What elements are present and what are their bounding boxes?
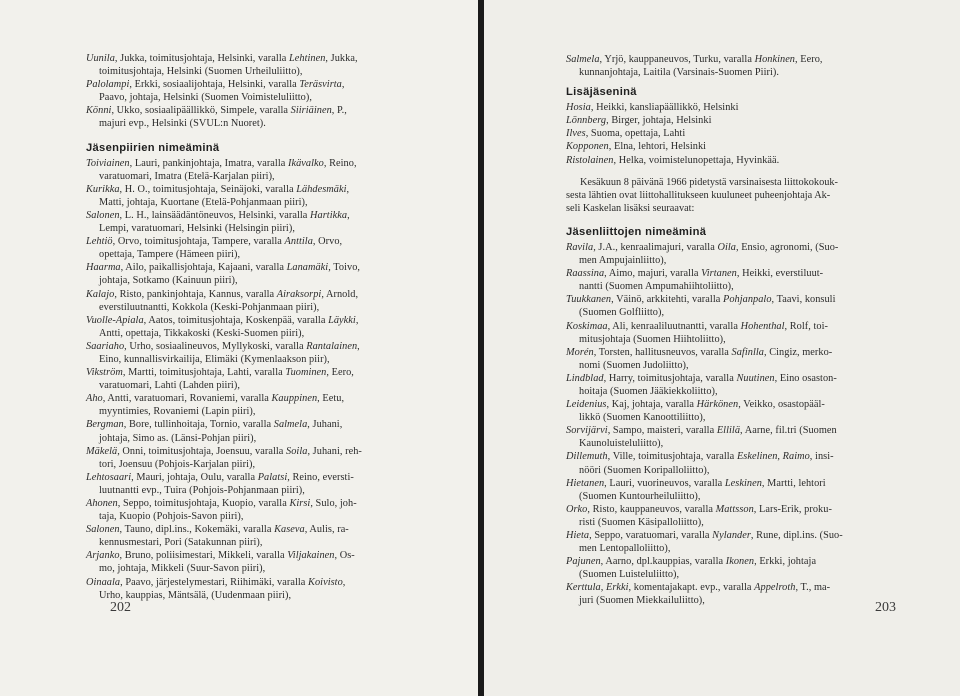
member-name: Sorvijärvi: [566, 425, 608, 437]
deputy-name: Rantalainen: [306, 340, 358, 352]
entry-text: , Sulo, joh-: [310, 498, 357, 509]
entry-text: ,: [342, 576, 346, 588]
deputy-name: Honkinen: [754, 54, 796, 65]
entry-continuation: [566, 490, 906, 503]
entry-text: johtaja, Sotkamo (Kainuun piiri),: [99, 275, 238, 287]
member-name: Bergman: [86, 419, 124, 431]
entry-continuation: [86, 405, 448, 418]
entry-continuation: [566, 385, 906, 398]
deputy-name: Kirsi: [289, 498, 311, 509]
entry-continuation: [566, 306, 906, 319]
entry-line: [86, 183, 448, 196]
right-top-entries: [566, 53, 906, 79]
entry-continuation: [86, 65, 448, 78]
entry-text: ,: [347, 209, 350, 221]
deputy-name: Safinlla: [731, 346, 764, 358]
entry-text: , Eero,: [795, 54, 823, 65]
member-name: Lehtiö: [86, 236, 113, 248]
entry-text: , Onni, toimitusjohtaja, Joensuu, varalla: [117, 445, 287, 457]
section-heading-jasenliitot: Jäsenliittojen nimeäminä: [566, 225, 707, 238]
entry-continuation: [566, 411, 906, 424]
deputy-name: Viljakainen: [287, 550, 335, 562]
entry-text: (Suomen Kuntourheiluliitto),: [579, 490, 701, 502]
deputy-name: Airaksorpi: [276, 288, 322, 300]
entry-text: , Yrjö, kauppaneuvos, Turku, varalla: [599, 54, 755, 65]
deputy-name: Kaseva: [274, 524, 305, 536]
entry-text: nööri (Suomen Koripalloliitto),: [579, 464, 710, 476]
entry-line: [566, 140, 906, 153]
deputy-name: Appelroth: [754, 582, 796, 594]
entry-line: [86, 392, 448, 405]
entry-text: , Eetu,: [317, 393, 345, 405]
page-number-left: 202: [110, 600, 131, 615]
entry-text: , Lars-Erik, proku-: [753, 503, 832, 515]
entry-text: majuri evp., Helsinki (SVUL:n Nuoret).: [99, 118, 266, 130]
entry-text: Antti, opettaja, Tikkakoski (Keski-Suomen piiri),: [99, 327, 305, 339]
member-name: Vikström: [86, 367, 123, 379]
entry-text: , Aarno, dpl.kauppias, varalla: [600, 556, 726, 568]
entry-line: [86, 366, 448, 379]
entry-continuation: [566, 359, 906, 372]
entry-text: men Ampujainliitto),: [579, 255, 667, 267]
entry-line: [566, 424, 906, 437]
member-name: Ahonen: [86, 498, 118, 509]
entry-continuation: [86, 301, 448, 314]
entry-text: Eino, kunnallisvirkailija, Elimäki (Kymenlaakson piir),: [99, 353, 330, 365]
member-name: Toiviainen: [86, 157, 130, 169]
entry-text: , Sampo, maisteri, varalla: [607, 425, 717, 437]
entry-text: , Ensio, agronomi, (Suo-: [735, 241, 839, 253]
entry-text: , Toivo,: [328, 262, 361, 274]
paragraph: [566, 176, 906, 215]
entry-text: johtaja, Simo as. (Länsi-Pohjan piiri),: [99, 432, 257, 444]
entry-line: [86, 576, 448, 589]
entry-text: , Juhani,: [307, 419, 343, 431]
entry-text: , Aarne, fil.tri (Suomen: [740, 425, 837, 437]
deputy-name: Kauppinen: [271, 393, 318, 405]
entry-text: nantti (Suomen Ampumahiihtoliitto),: [579, 281, 734, 293]
member-name: Vuolle-Apiala: [86, 314, 144, 326]
deputy-name: Läykki: [328, 314, 356, 326]
member-name: Ristolainen: [566, 154, 614, 166]
entry-text: toimitusjohtaja, Helsinki (Suomen Urheiluliitto),: [99, 66, 303, 78]
lisajasen-list: [566, 101, 906, 166]
entry-line: [566, 398, 906, 411]
entry-text: , Risto, pankinjohtaja, Kannus, varalla: [114, 288, 277, 300]
entry-line: [86, 52, 448, 65]
entry-continuation: [566, 516, 906, 529]
entry-continuation: [566, 280, 906, 293]
entry-text: ,: [355, 314, 359, 326]
entry-line: [566, 555, 906, 568]
deputy-name: Hartikka: [310, 209, 348, 221]
entry-continuation: [566, 594, 906, 607]
entry-text: , Martti, toimitusjohtaja, Lahti, varalla: [122, 367, 286, 379]
entry-text: , Elna, lehtori, Helsinki: [608, 141, 707, 153]
entry-text: , T., ma-: [795, 582, 831, 594]
entry-text: , Seppo, varatuomari, varalla: [589, 530, 713, 541]
entry-continuation: [86, 484, 448, 497]
entry-continuation: [86, 432, 448, 445]
entry-text: , Tauno, dipl.ins., Kokemäki, varalla: [119, 524, 275, 536]
entry-text: , Bruno, poliisimestari, Mikkeli, varalla: [119, 550, 288, 562]
member-name: Oinaala: [86, 576, 121, 588]
entry-line: [86, 261, 448, 274]
entry-text: , insi-: [809, 451, 834, 463]
entry-continuation: [86, 196, 448, 209]
entry-line: [566, 503, 906, 516]
entry-text: nomi (Suomen Judoliitto),: [579, 359, 689, 371]
entry-line: [86, 549, 448, 562]
entry-line: [566, 477, 906, 490]
entry-text: , Risto, kauppaneuvos, varalla: [587, 503, 716, 515]
entry-text: kennusmestari, Pori (Satakunnan piiri),: [99, 537, 263, 549]
member-name: Arjanko: [86, 550, 120, 562]
entry-text: , Mauri, johtaja, Oulu, varalla: [131, 471, 258, 483]
section-heading-lisajasenina: Lisäjäseninä: [566, 86, 637, 99]
entry-text: , P.,: [331, 105, 347, 117]
entry-line: [566, 114, 906, 127]
entry-continuation: [86, 222, 448, 235]
member-name: Salonen: [86, 209, 120, 221]
entry-text: Kaunoluisteluliitto),: [579, 438, 664, 450]
entry-text: mitusjohtaja (Suomen Hiihtoliitto),: [579, 333, 726, 345]
deputy-name: Nuutinen: [736, 372, 775, 384]
entry-text: , Reino, eversti-: [287, 471, 354, 483]
entry-text: men Lentopalloliitto),: [579, 543, 671, 555]
entry-continuation: [86, 536, 448, 549]
member-name: Ravila: [566, 241, 594, 253]
entry-line: [86, 471, 448, 484]
right-page: [484, 0, 960, 696]
entry-text: , Bore, tullinhoitaja, Tornio, varalla: [123, 419, 274, 431]
entry-text: , Harry, toimitusjohtaja, varalla: [603, 372, 737, 384]
member-name: Dillemuth: [566, 451, 608, 463]
entry-text: , Os-: [334, 550, 355, 562]
entry-text: ,: [357, 340, 360, 352]
deputy-name: Oila: [717, 241, 736, 253]
entry-continuation: [566, 66, 906, 79]
entry-text: , Antti, varatuomari, Rovaniemi, varalla: [102, 393, 272, 405]
deputy-name: Ellilä: [716, 425, 741, 437]
member-name: Kurikka: [86, 183, 120, 195]
paragraph-line: Kesäkuun 8 päivänä 1966 pidetystä varsinaisesta liittokokouk-: [580, 176, 838, 188]
entry-text: (Suomen Golfliitto),: [579, 307, 665, 319]
entry-line: [86, 523, 448, 536]
deputy-name: Hohenthal: [740, 320, 785, 332]
entry-text: taja, Kuopio (Pohjois-Savon piiri),: [99, 511, 244, 523]
entry-line: [566, 154, 906, 167]
entry-text: opettaja, Tampere (Hämeen piiri),: [99, 249, 241, 261]
deputy-name: Lähdesmäki: [296, 183, 347, 195]
member-name: Kopponen: [566, 141, 609, 153]
entry-line: [86, 288, 448, 301]
deputy-name: Pohjanpalo: [722, 294, 772, 306]
left-top-entries: [86, 52, 448, 131]
member-name: Koskimaa: [566, 320, 608, 332]
entry-line: [86, 445, 448, 458]
entry-text: varatuomari, Imatra (Etelä-Karjalan piiri),: [99, 170, 275, 182]
entry-text: , Suoma, opettaja, Lahti: [585, 128, 686, 140]
deputy-name: Lanamäki: [286, 262, 329, 274]
entry-text: juri (Suomen Miekkailuliitto),: [579, 595, 705, 607]
member-name: Lehtosaari: [86, 471, 132, 483]
member-name: Uunila: [86, 53, 115, 64]
entry-line: [86, 418, 448, 431]
entry-text: , Ukko, sosiaalipäällikkö, Simpele, varalla: [111, 105, 291, 117]
entry-text: mo, johtaja, Mikkeli (Suur-Savon piiri),: [99, 563, 266, 575]
entry-line: [566, 127, 906, 140]
deputy-name: Soila: [286, 445, 308, 457]
left-page: [0, 0, 478, 696]
deputy-name: Teräsvirta: [299, 79, 342, 91]
entry-line: [566, 293, 906, 306]
entry-line: [86, 314, 448, 327]
entry-text: , Urho, sosiaalineuvos, Myllykoski, varalla: [124, 340, 307, 352]
entry-line: [86, 340, 448, 353]
entry-text: tori, Joensuu (Pohjois-Karjalan piiri),: [99, 458, 256, 470]
entry-line: [566, 450, 906, 463]
entry-continuation: [566, 568, 906, 581]
entry-line: [566, 53, 906, 66]
entry-text: , Heikki, kansliapäällikkö, Helsinki: [590, 102, 739, 114]
entry-text: , Lauri, pankinjohtaja, Imatra, varalla: [129, 157, 288, 169]
member-name: Kalajo: [86, 288, 115, 300]
member-name: Kerttula, Erkki: [566, 582, 629, 594]
entry-text: ,: [341, 79, 345, 91]
entry-continuation: [566, 464, 906, 477]
entry-text: myyntimies, Rovaniemi (Lapin piiri),: [99, 406, 256, 418]
entry-text: , Rolf, toi-: [784, 320, 829, 332]
entry-text: , Paavo, järjestelymestari, Riihimäki, varalla: [120, 576, 309, 588]
member-name: Saariaho: [86, 340, 125, 352]
entry-line: [566, 581, 906, 594]
entry-line: [566, 241, 906, 254]
deputy-name: Anttila: [284, 236, 313, 248]
entry-continuation: [566, 333, 906, 346]
member-name: Hietanen: [566, 477, 605, 489]
entry-text: , Jukka, toimitusjohtaja, Helsinki, varalla: [114, 53, 289, 64]
entry-text: hoitaja (Suomen Jääkiekkoliitto),: [579, 385, 718, 397]
member-name: Salonen: [86, 524, 120, 536]
entry-text: kunnanjohtaja, Laitila (Varsinais-Suomen Piiri).: [579, 67, 780, 79]
left-entry-list: [86, 157, 448, 602]
deputy-name: Palatsi: [257, 471, 288, 483]
entry-text: , Torsten, hallitusneuvos, varalla: [593, 346, 732, 358]
member-name: Leidenius: [566, 399, 607, 411]
member-name: Tuukkanen: [566, 294, 612, 306]
entry-continuation: [566, 542, 906, 555]
entry-line: [86, 104, 448, 117]
entry-text: , Arnold,: [321, 288, 359, 300]
entry-text: , Lauri, vuorineuvos, varalla: [604, 477, 725, 489]
entry-text: , Jukka,: [325, 53, 358, 64]
deputy-name: Lehtinen: [288, 53, 326, 64]
deputy-name: Salmela: [273, 419, 308, 431]
entry-text: , Erkki, johtaja: [754, 556, 817, 568]
entry-continuation: [86, 458, 448, 471]
paragraph-line: seli Kaskelan lisäksi seuraavat:: [566, 202, 695, 214]
entry-text: , komentajakapt. evp., varalla: [628, 582, 755, 594]
entry-text: , Heikki, everstiluut-: [736, 268, 824, 280]
entry-continuation: [86, 170, 448, 183]
entry-continuation: [86, 589, 448, 602]
entry-line: [566, 372, 906, 385]
entry-text: , Aimo, majuri, varalla: [604, 268, 702, 280]
member-name: Morén: [566, 346, 594, 358]
entry-text: , Taavi, konsuli: [771, 294, 836, 306]
entry-text: , Ailo, paikallisjohtaja, Kajaani, varalla: [120, 262, 287, 274]
member-name: Lindblad: [566, 372, 604, 384]
entry-text: , Orvo,: [312, 236, 343, 248]
entry-continuation: [86, 91, 448, 104]
entry-text: , Aatos, toimitusjohtaja, Koskenpää, varalla: [143, 314, 329, 326]
member-name: Mäkelä: [86, 445, 118, 457]
entry-line: [86, 497, 448, 510]
entry-text: , L. H., lainsäädäntöneuvos, Helsinki, varalla: [119, 209, 311, 221]
entry-text: , Helka, voimistelunopettaja, Hyvinkää.: [613, 154, 780, 166]
entry-line: [86, 157, 448, 170]
entry-text: , Rune, dipl.ins. (Suo-: [750, 530, 843, 541]
entry-continuation: [86, 379, 448, 392]
entry-text: Lempi, varatuomari, Helsinki (Helsingin piiri),: [99, 223, 295, 235]
page-number-right: 203: [875, 600, 896, 615]
deputy-name: Härkönen: [696, 399, 739, 411]
deputy-name: Ikonen: [725, 556, 755, 568]
entry-text: Urho, kauppias, Mäntsälä, (Uudenmaan piiri),: [99, 589, 292, 601]
entry-text: , Ali, kenraaliluutnantti, varalla: [607, 320, 741, 332]
entry-text: ,: [346, 183, 350, 195]
right-entry-list: [566, 241, 906, 608]
entry-text: , Cingiz, merko-: [763, 346, 833, 358]
member-name: Haarma: [86, 262, 121, 274]
entry-text: , Martti, lehtori: [761, 477, 826, 489]
entry-text: everstiluutnantti, Kokkola (Keski-Pohjanmaan piiri),: [99, 301, 320, 313]
entry-text: likkö (Suomen Kanoottiliitto),: [579, 412, 706, 424]
entry-text: risti (Suomen Käsipalloliitto),: [579, 516, 704, 528]
entry-text: , J.A., kenraalimajuri, varalla: [593, 241, 718, 253]
member-name: Salmela: [566, 54, 600, 65]
section-heading-piirit: Jäsenpiirien nimeäminä: [86, 141, 220, 154]
member-name: Lönnberg: [566, 115, 607, 127]
entry-text: , Seppo, toimitusjohtaja, Kuopio, varalla: [117, 498, 290, 509]
member-name: Orko: [566, 503, 588, 515]
deputy-name: Mattsson: [715, 503, 754, 515]
entry-text: , Kaj, johtaja, varalla: [606, 399, 697, 411]
entry-continuation: [86, 562, 448, 575]
entry-text: Matti, johtaja, Kuortane (Etelä-Pohjanmaan piiri),: [99, 196, 308, 208]
entry-continuation: [86, 274, 448, 287]
entry-line: [86, 235, 448, 248]
entry-line: [566, 346, 906, 359]
entry-continuation: [86, 117, 448, 130]
member-name: Aho: [86, 393, 103, 405]
entry-continuation: [86, 353, 448, 366]
entry-continuation: [86, 248, 448, 261]
entry-line: [566, 267, 906, 280]
member-name: Hieta: [566, 530, 590, 541]
member-name: Ilves: [566, 128, 586, 140]
deputy-name: Siiriäinen: [290, 105, 332, 117]
entry-continuation: [566, 437, 906, 450]
entry-continuation: [566, 254, 906, 267]
entry-text: Paavo, johtaja, Helsinki (Suomen Voimisteluliitto),: [99, 92, 312, 104]
entry-line: [566, 529, 906, 542]
entry-line: [86, 209, 448, 222]
deputy-name: Ikävalko: [288, 157, 324, 169]
entry-text: , Aulis, ra-: [304, 524, 349, 536]
entry-text: , Reino,: [323, 157, 357, 169]
entry-text: luutnantti evp., Tuira (Pohjois-Pohjanmaan piiri),: [99, 484, 305, 496]
deputy-name: Koivisto: [308, 576, 343, 588]
entry-text: , Juhani, reh-: [307, 445, 362, 457]
entry-line: [566, 101, 906, 114]
entry-text: , Erkki, sosiaalijohtaja, Helsinki, varalla: [129, 79, 300, 91]
entry-line: [86, 78, 448, 91]
entry-text: , Eero,: [326, 367, 354, 379]
entry-text: , Birger, johtaja, Helsinki: [606, 115, 712, 127]
member-name: Palolampi: [86, 79, 130, 91]
paragraph-line: sesta lähtien ovat liittohallitukseen kuuluneet puheenjohtaja Ak-: [566, 189, 831, 201]
member-name: Könni: [86, 105, 112, 117]
entry-text: , Eino osaston-: [774, 372, 837, 384]
entry-text: , Veikko, osastopääl-: [738, 399, 825, 411]
deputy-name: Virtanen: [701, 268, 737, 280]
entry-text: , Orvo, toimitusjohtaja, Tampere, varalla: [112, 236, 285, 248]
deputy-name: Nylander: [712, 530, 751, 541]
member-name: Pajunen: [566, 556, 601, 568]
deputy-name: Leskinen: [724, 477, 762, 489]
deputy-name: Eskelinen, Raimo: [736, 451, 810, 463]
member-name: Raassina: [566, 268, 605, 280]
entry-text: , Väinö, arkkitehti, varalla: [611, 294, 723, 306]
entry-continuation: [86, 327, 448, 340]
entry-line: [566, 320, 906, 333]
entry-continuation: [86, 510, 448, 523]
entry-text: varatuomari, Lahti (Lahden piiri),: [99, 380, 240, 392]
entry-text: , H. O., toimitusjohtaja, Seinäjoki, varalla: [119, 183, 297, 195]
member-name: Hosia: [566, 102, 591, 114]
deputy-name: Tuominen: [285, 367, 327, 379]
entry-text: , Ville, toimitusjohtaja, varalla: [607, 451, 737, 463]
entry-text: (Suomen Luisteluliitto),: [579, 569, 680, 581]
